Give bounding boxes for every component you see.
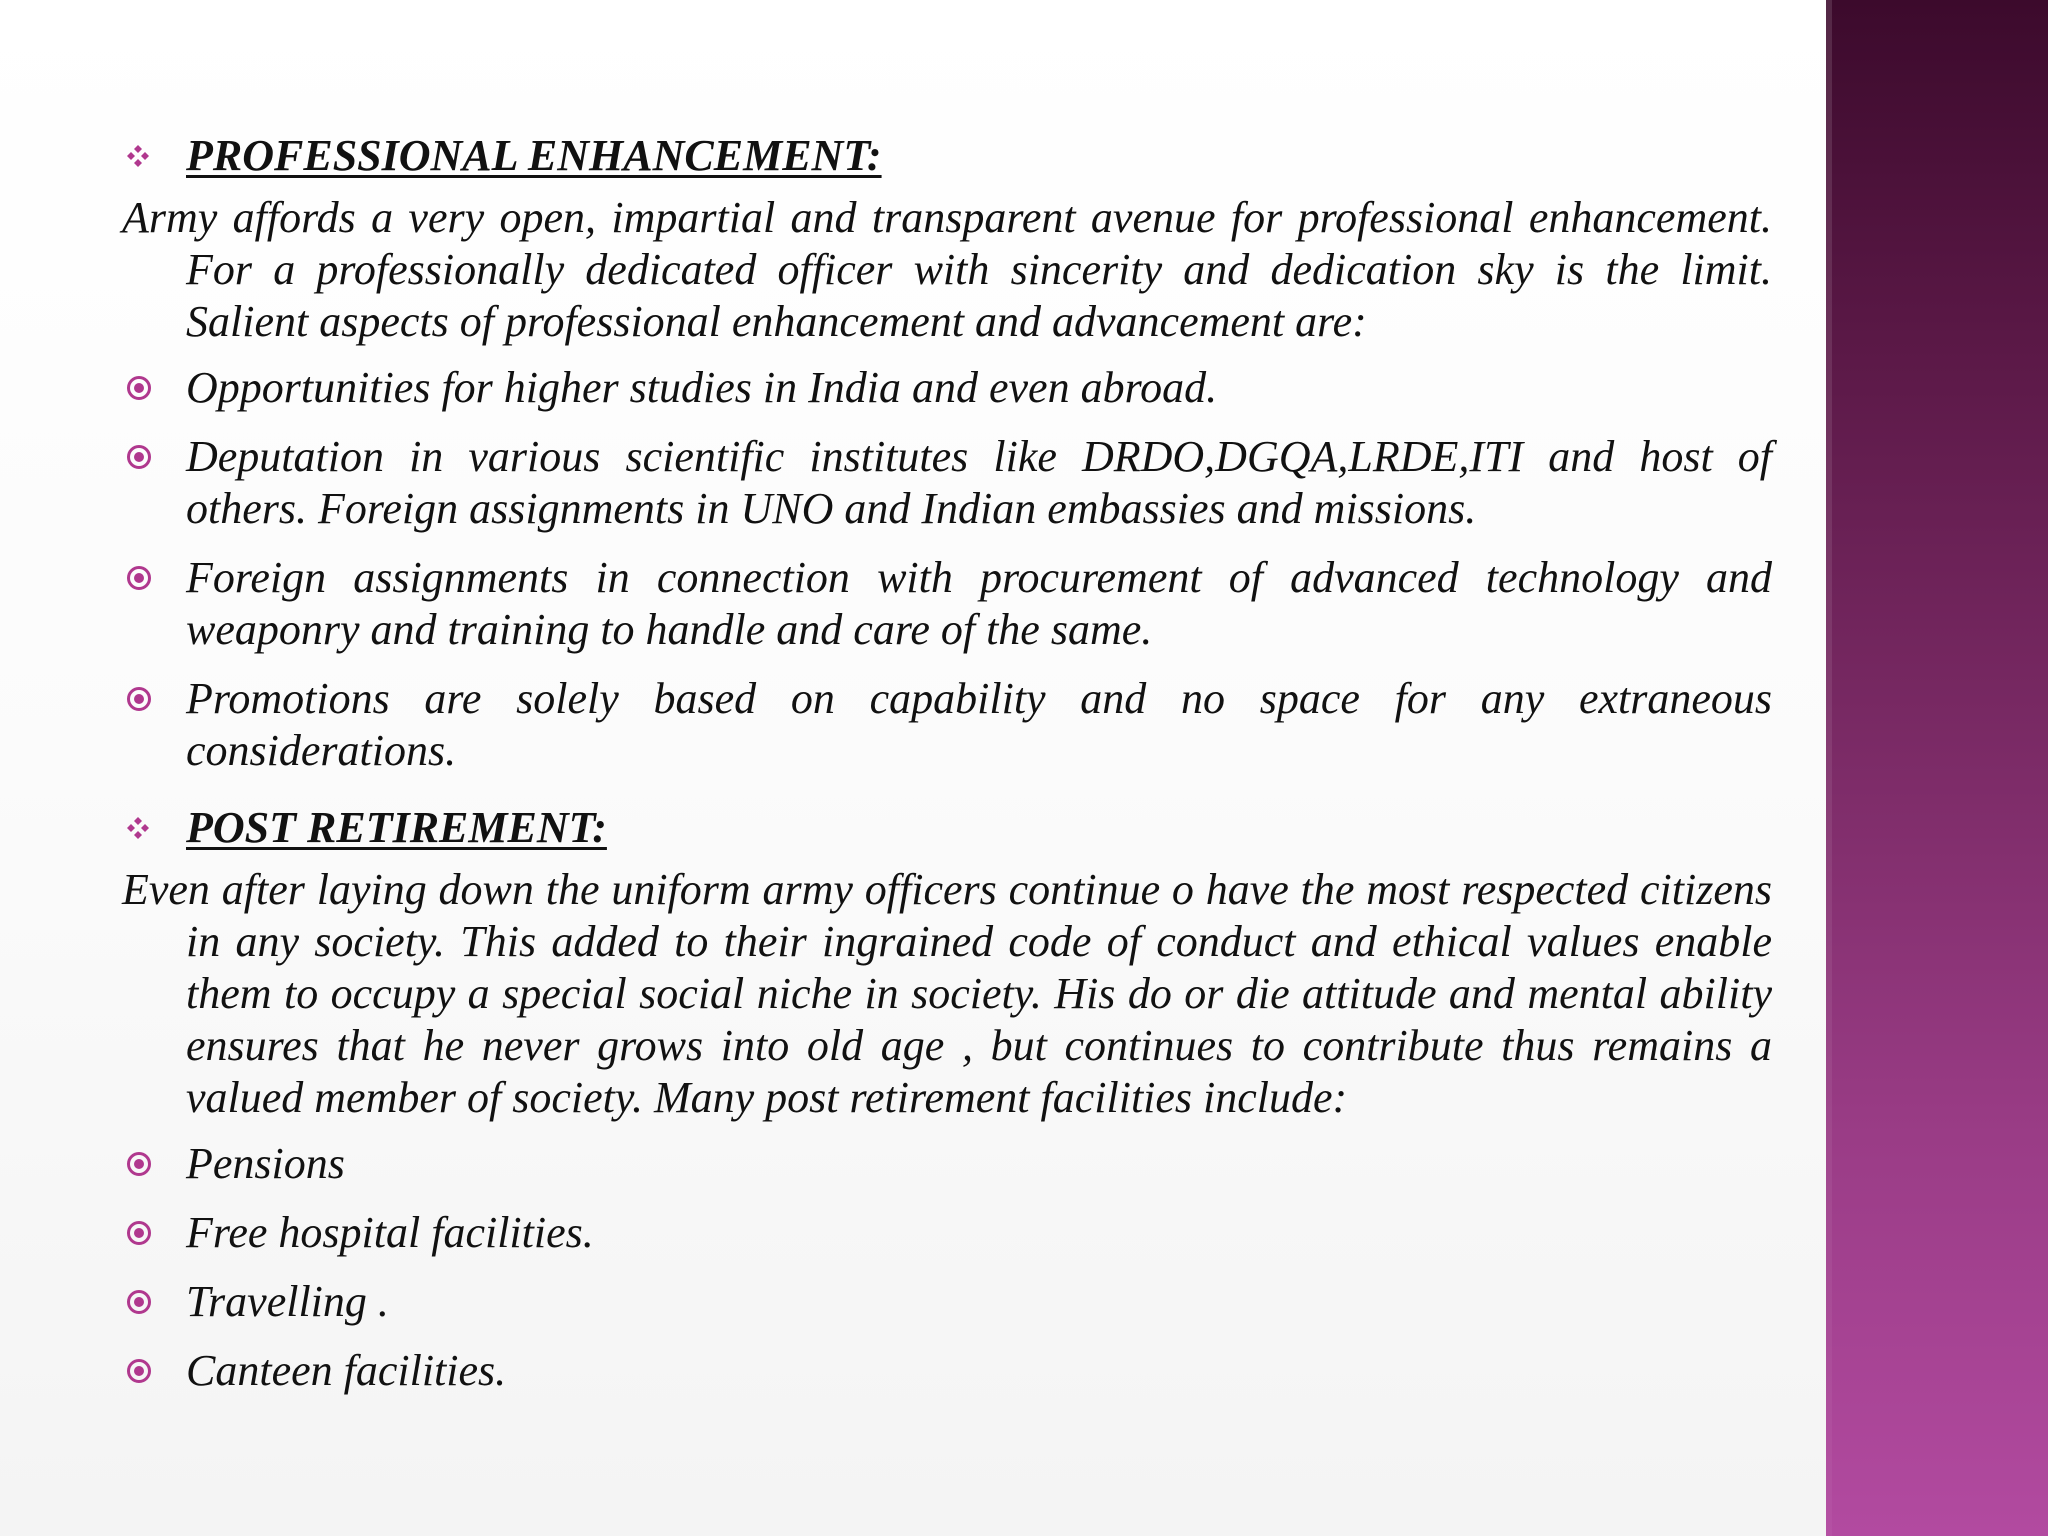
circle-dot-bullet-icon [126, 1289, 152, 1315]
circle-dot-bullet-icon [126, 1151, 152, 1177]
decorative-side-band [1826, 0, 2048, 1536]
post-retirement-list [122, 1138, 1772, 1397]
diamond-bullet-icon [126, 144, 150, 168]
list-item [122, 1345, 1772, 1397]
list-item-text: Promotions are solely based on capability and no space for any extraneous considerations. [186, 674, 1772, 775]
list-item [122, 431, 1772, 535]
list-item [122, 552, 1772, 656]
list-item [122, 1138, 1772, 1190]
section-heading-text: PROFESSIONAL ENHANCEMENT: [186, 131, 882, 180]
section-heading-post-retirement [122, 794, 1772, 862]
circle-dot-bullet-icon [126, 686, 152, 712]
list-item-text: Travelling . [186, 1277, 389, 1326]
circle-dot-bullet-icon [126, 1220, 152, 1246]
section-heading-professional-enhancement [122, 122, 1772, 190]
list-item-text: Free hospital facilities. [186, 1208, 594, 1257]
slide-content [122, 122, 1772, 1414]
list-item-text: Deputation in various scientific institutes like DRDO,DGQA,LRDE,ITI and host of others. Foreign assignments in UNO and Indian embassies and missions. [186, 432, 1772, 533]
list-item [122, 1276, 1772, 1328]
list-item-text: Pensions [186, 1139, 345, 1188]
list-item-text: Canteen facilities. [186, 1346, 507, 1395]
circle-dot-bullet-icon [126, 444, 152, 470]
section-intro-paragraph: Army affords a very open, impartial and transparent avenue for professional enhancement. For a professionally dedicated officer with sincerity and dedication sky is the limit. Salient aspects of professional enhancement and advancement are: [122, 193, 1772, 346]
list-item [122, 1207, 1772, 1259]
circle-dot-bullet-icon [126, 1358, 152, 1384]
list-item-text: Foreign assignments in connection with procurement of advanced technology and weaponry and training to handle and care of the same. [186, 553, 1772, 654]
section-heading-text: POST RETIREMENT: [186, 803, 607, 852]
section-intro-paragraph: Even after laying down the uniform army officers continue o have the most respected citizens in any society. This added to their ingrained code of conduct and ethical values enable them to occupy a special social niche in society. His do or die attitude and mental ability ensures that he never grows into old age , but continues to contribute thus remains a valued member of society. Many post retirement facilities include: [122, 865, 1772, 1122]
circle-dot-bullet-icon [126, 565, 152, 591]
diamond-bullet-icon [126, 816, 150, 840]
list-item [122, 362, 1772, 414]
list-item [122, 673, 1772, 777]
circle-dot-bullet-icon [126, 375, 152, 401]
professional-enhancement-list [122, 362, 1772, 777]
list-item-text: Opportunities for higher studies in India and even abroad. [186, 363, 1218, 412]
